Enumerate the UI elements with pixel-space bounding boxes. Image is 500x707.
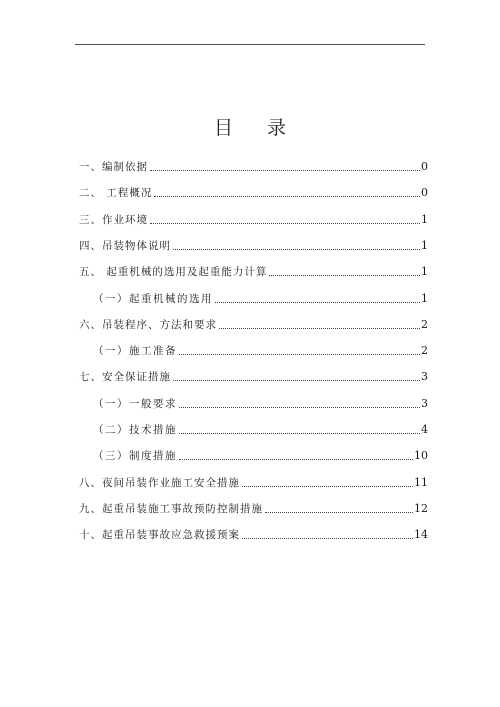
- toc-entry[interactable]: [93, 393, 428, 411]
- toc-entry-page-number: 4: [421, 423, 428, 436]
- toc-entry-page-number: 11: [414, 475, 428, 489]
- toc-dot-leader: [154, 196, 420, 197]
- toc-entry-label: 四、吊装物体说明: [79, 239, 171, 252]
- toc-entry-page-number: 0: [421, 186, 428, 200]
- toc-dot-leader: [150, 170, 420, 171]
- toc-entry-label: 九、起重吊装施工事故预防控制措施: [79, 502, 263, 515]
- toc-entry-page-number: 0: [421, 160, 428, 173]
- toc-entry-label: 八、夜间吊装作业施工安全措施: [79, 476, 240, 489]
- toc-entry-page-number: 12: [414, 501, 428, 515]
- toc-entry[interactable]: [93, 340, 428, 358]
- toc-entry[interactable]: [79, 314, 428, 332]
- toc-entry[interactable]: [79, 524, 428, 542]
- toc-dot-leader: [269, 275, 420, 276]
- toc-entry-label: （一）施工准备: [93, 345, 177, 358]
- toc-entry-label: 六、吊装程序、方法和要求: [79, 318, 217, 331]
- toc-dot-leader: [242, 538, 413, 539]
- toc-entry[interactable]: [79, 235, 428, 253]
- toc-entry-page-number: 2: [421, 317, 428, 331]
- toc-entry-page-number: 3: [421, 396, 428, 410]
- toc-entry-label: 三、作业环境: [79, 213, 148, 226]
- toc-entry-label: （一）一般要求: [93, 397, 177, 410]
- toc-entry-page-number: 14: [414, 528, 428, 542]
- toc-entry-label: （三）制度措施: [93, 450, 177, 463]
- toc-dot-leader: [179, 459, 413, 460]
- page-title: 目 录: [213, 117, 301, 139]
- toc-entry[interactable]: [79, 209, 428, 227]
- toc-dot-leader: [265, 512, 413, 513]
- toc-dot-leader: [179, 354, 420, 355]
- toc-dot-leader: [150, 223, 420, 224]
- toc-entry-label: （一）起重机械的选用: [93, 292, 213, 305]
- toc-entry-label: 一、编制依据: [79, 161, 148, 173]
- toc-entry-page-number: 2: [421, 344, 428, 358]
- toc-dot-leader: [179, 407, 420, 408]
- toc-entry-page-number: 1: [421, 291, 428, 305]
- toc-dot-leader: [173, 249, 420, 250]
- toc-entry[interactable]: [79, 261, 428, 279]
- toc-entry[interactable]: [79, 366, 428, 384]
- toc-entry-page-number: 1: [421, 212, 428, 226]
- toc-entry-page-number: 1: [421, 238, 428, 252]
- toc-dot-leader: [179, 433, 420, 434]
- toc-entry-label: 十、起重吊装事故应急救援预案: [79, 529, 240, 542]
- toc-dot-leader: [242, 486, 413, 487]
- toc-entry-label: 五、 起重机械的选用及起重能力计算: [79, 266, 268, 279]
- toc-entry[interactable]: [79, 182, 428, 200]
- toc-dot-leader: [173, 380, 420, 381]
- header-rule: [75, 44, 425, 45]
- toc-entry-page-number: 3: [421, 370, 428, 384]
- toc-dot-leader: [215, 302, 420, 303]
- toc-entry[interactable]: [79, 156, 428, 174]
- toc-entry[interactable]: [93, 445, 428, 463]
- toc-entry[interactable]: [93, 419, 428, 437]
- toc-entry-page-number: 1: [421, 265, 428, 279]
- toc-entry-label: 二、 工程概况: [79, 187, 153, 200]
- toc-entry[interactable]: [79, 472, 428, 490]
- toc-entry-page-number: 10: [414, 449, 428, 463]
- toc-dot-leader: [219, 328, 420, 329]
- toc-entry-label: 七、安全保证措施: [79, 371, 171, 384]
- toc-entry-label: （二）技术措施: [93, 424, 177, 436]
- toc-entry[interactable]: [93, 288, 428, 306]
- toc-entry[interactable]: [79, 498, 428, 516]
